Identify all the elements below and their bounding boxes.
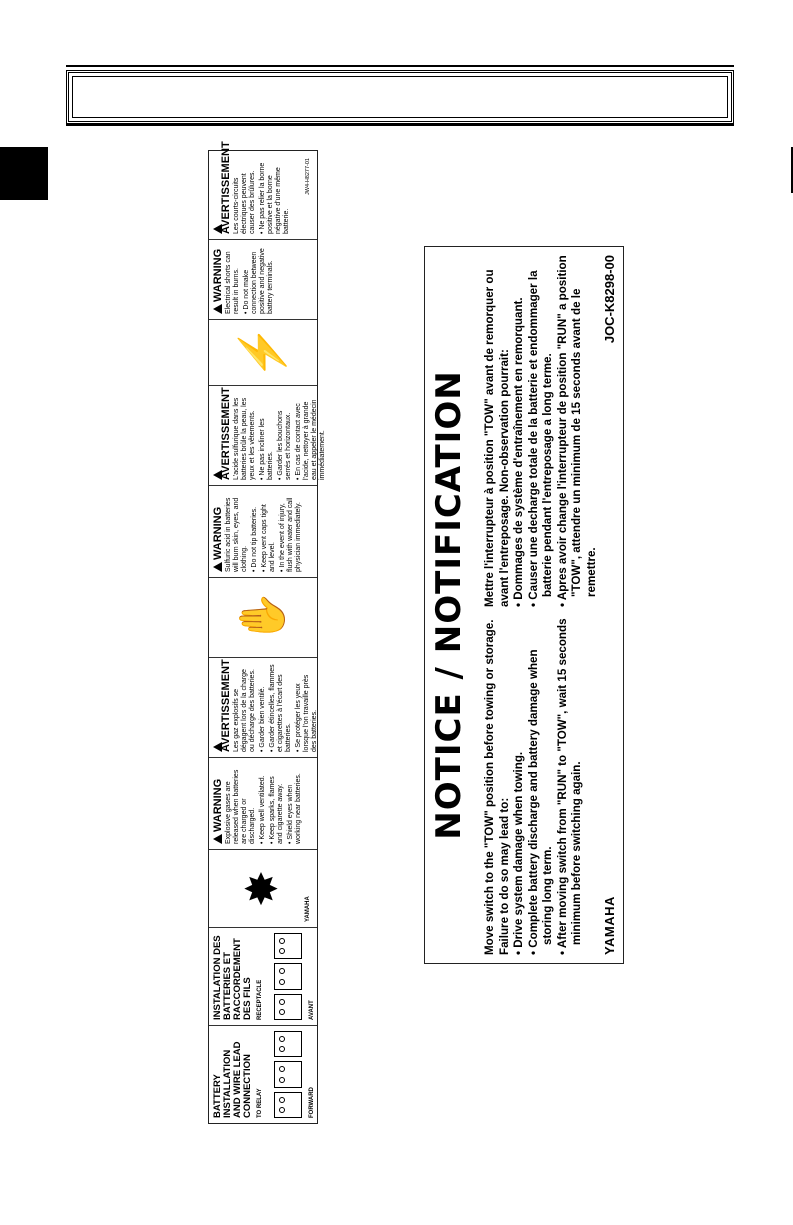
warning-triangle-icon <box>213 834 222 844</box>
avant-label: AVANT <box>309 1000 315 1020</box>
chapter-tab <box>0 147 48 200</box>
warning-heading: WARNING <box>213 763 222 844</box>
bullet: • Garder les bouchons serrés et horizontaux. <box>277 410 292 480</box>
battery-diagram-fr <box>274 933 302 1020</box>
bullet: • En cas de contact avec l'acide, nettoyer à grande eau et appeler le médecin immédiatement. <box>295 399 326 480</box>
notice-english <box>483 615 585 955</box>
acid-en-text: Sulfuric acid in batteries will burn skin, eyes, and clothing. <box>225 497 248 572</box>
explosion-pictogram <box>209 849 317 927</box>
battery-diagram-en <box>274 1031 302 1118</box>
notice-brand: YAMAHA <box>602 896 617 955</box>
battery-icon <box>274 963 302 989</box>
battery-icon <box>274 1031 302 1057</box>
explosive-en-text: Explosive gases are released when batteries are charged or discharged. <box>225 769 256 844</box>
acid-warning-en <box>209 485 317 577</box>
acid-warning-fr <box>209 385 326 485</box>
avertissement-heading: AVERTISSEMENT <box>213 158 230 234</box>
notice-frame <box>424 246 624 964</box>
install-en-cell <box>209 1025 317 1123</box>
notice-fr-bullet: • Dommages de système d'entraînement en remorquant. <box>512 297 525 607</box>
install-en-title: BATTERY INSTALLATION AND WIRE LEAD CONNECTION <box>212 1041 253 1118</box>
notice-fr-bullet: • Apres avoir change l'interrupteur de position "RUN" a position "TOW", attendre un minimum de 15 seconds avant de le remettre. <box>555 255 598 607</box>
glove-hand-icon: ✋ <box>238 590 287 645</box>
bullet: • Ne pas incliner les batteries. <box>259 418 274 480</box>
shorts-en-text: Electrical shorts can result in burns. <box>225 251 240 314</box>
to-relay-label: TO RELAY <box>257 1088 263 1118</box>
header-bottom-rule <box>66 124 734 126</box>
left-part-code: JW4-H8277-01 <box>305 158 311 195</box>
notice-en-bullet: • Drive system damage when towing. <box>512 751 525 955</box>
shorts-warning-en <box>209 239 317 319</box>
bullet: • Do not tip batteries. <box>251 506 258 572</box>
notice-french <box>483 253 599 607</box>
bullet: • In the event of injury, flush with water and call physician immediately. <box>279 497 302 572</box>
bullet: • Do not make connection between positive and negative battery terminals. <box>243 248 274 314</box>
notice-en-bullet: • Complete battery discharge and battery damage when storing long term. <box>526 649 554 955</box>
header-box-inner <box>72 76 728 118</box>
tow-notice-label <box>414 228 638 986</box>
explosive-warning-fr <box>209 657 317 757</box>
notice-part-number: JOC-K8298-00 <box>602 255 617 344</box>
battery-icon <box>274 1061 302 1087</box>
avertissement-heading: AVERTISSEMENT <box>213 391 230 480</box>
bullet: • Keep sparks, flames and cigarette away. <box>269 776 284 844</box>
shorts-fr-text: Les courts-circuits électriques peuvent causer des brûlures. <box>233 170 256 234</box>
explosive-fr-text: Les gaz explosifs se dégagent lors de la charge ou décharge des batteries. <box>233 669 256 752</box>
install-fr-title: INSTALATION DES BATTERIES ET RACCORDEMENT DES FILS <box>212 935 253 1020</box>
explosion-icon: ✸ <box>238 870 287 907</box>
avertissement-heading: AVERTISSEMENT <box>213 663 230 752</box>
bullet: • Keep well ventilated. <box>259 775 266 844</box>
bullet: • Garder bien ventilé. <box>259 686 266 752</box>
install-fr-cell <box>209 927 317 1025</box>
explosive-warning-en <box>209 757 317 849</box>
bullet: • Shield eyes when working near batteries. <box>287 773 302 844</box>
battery-shock-icon: ⚡ <box>238 325 287 380</box>
battery-icon <box>274 994 302 1020</box>
acid-fr-text: L'acide sulfurique dans les batteries brûle la peau, les yeux et les vêtements. <box>233 397 256 480</box>
warning-triangle-icon <box>213 562 222 572</box>
header-top-rule <box>66 65 734 67</box>
notice-en-intro: Move switch to the "TOW" position before towing or storage. Failure to do so may lead to: <box>483 619 511 955</box>
receptacle-label: RECEPTACLE <box>257 979 263 1020</box>
battery-icon <box>274 933 302 959</box>
warning-triangle-icon <box>213 304 222 314</box>
notice-en-bullet: • After moving switch from "RUN" to "TOW", wait 15 seconds minimum before switching again. <box>555 618 583 955</box>
shorts-warning-fr <box>209 141 317 239</box>
header-box <box>66 70 734 124</box>
notice-title: NOTICE / NOTIFICATION <box>429 370 469 840</box>
warning-heading: WARNING <box>213 491 222 572</box>
warning-heading: WARNING <box>213 245 222 314</box>
battery-warning-label <box>208 141 326 1124</box>
left-brand: YAMAHA <box>305 896 311 922</box>
bullet: • Ne pas relier la borne positive et la borne négative d'une même batterie. <box>259 162 290 234</box>
forward-label: FORWARD <box>309 1087 315 1118</box>
bullet: • Garder étincelles, flammes et cigarettes à l'écart des batteries. <box>269 664 292 752</box>
battery-icon <box>274 1092 302 1118</box>
shock-pictogram <box>209 319 317 385</box>
bullet: • Keep vent caps tight and level. <box>261 504 276 572</box>
notice-fr-intro: Mettre l'interrupteur à position "TOW" avant de remorquer ou avant l'entreposage. Non-observation pourrait: <box>483 269 511 607</box>
notice-fr-bullet: • Causer une decharge totale de la batterie et endommager la batterie pendant l'entreposage a long terme. <box>526 270 554 607</box>
hand-pictogram <box>209 577 317 657</box>
bullet: • Se protéger les yeux lorsque l'on travaille près des batteries. <box>295 674 318 752</box>
